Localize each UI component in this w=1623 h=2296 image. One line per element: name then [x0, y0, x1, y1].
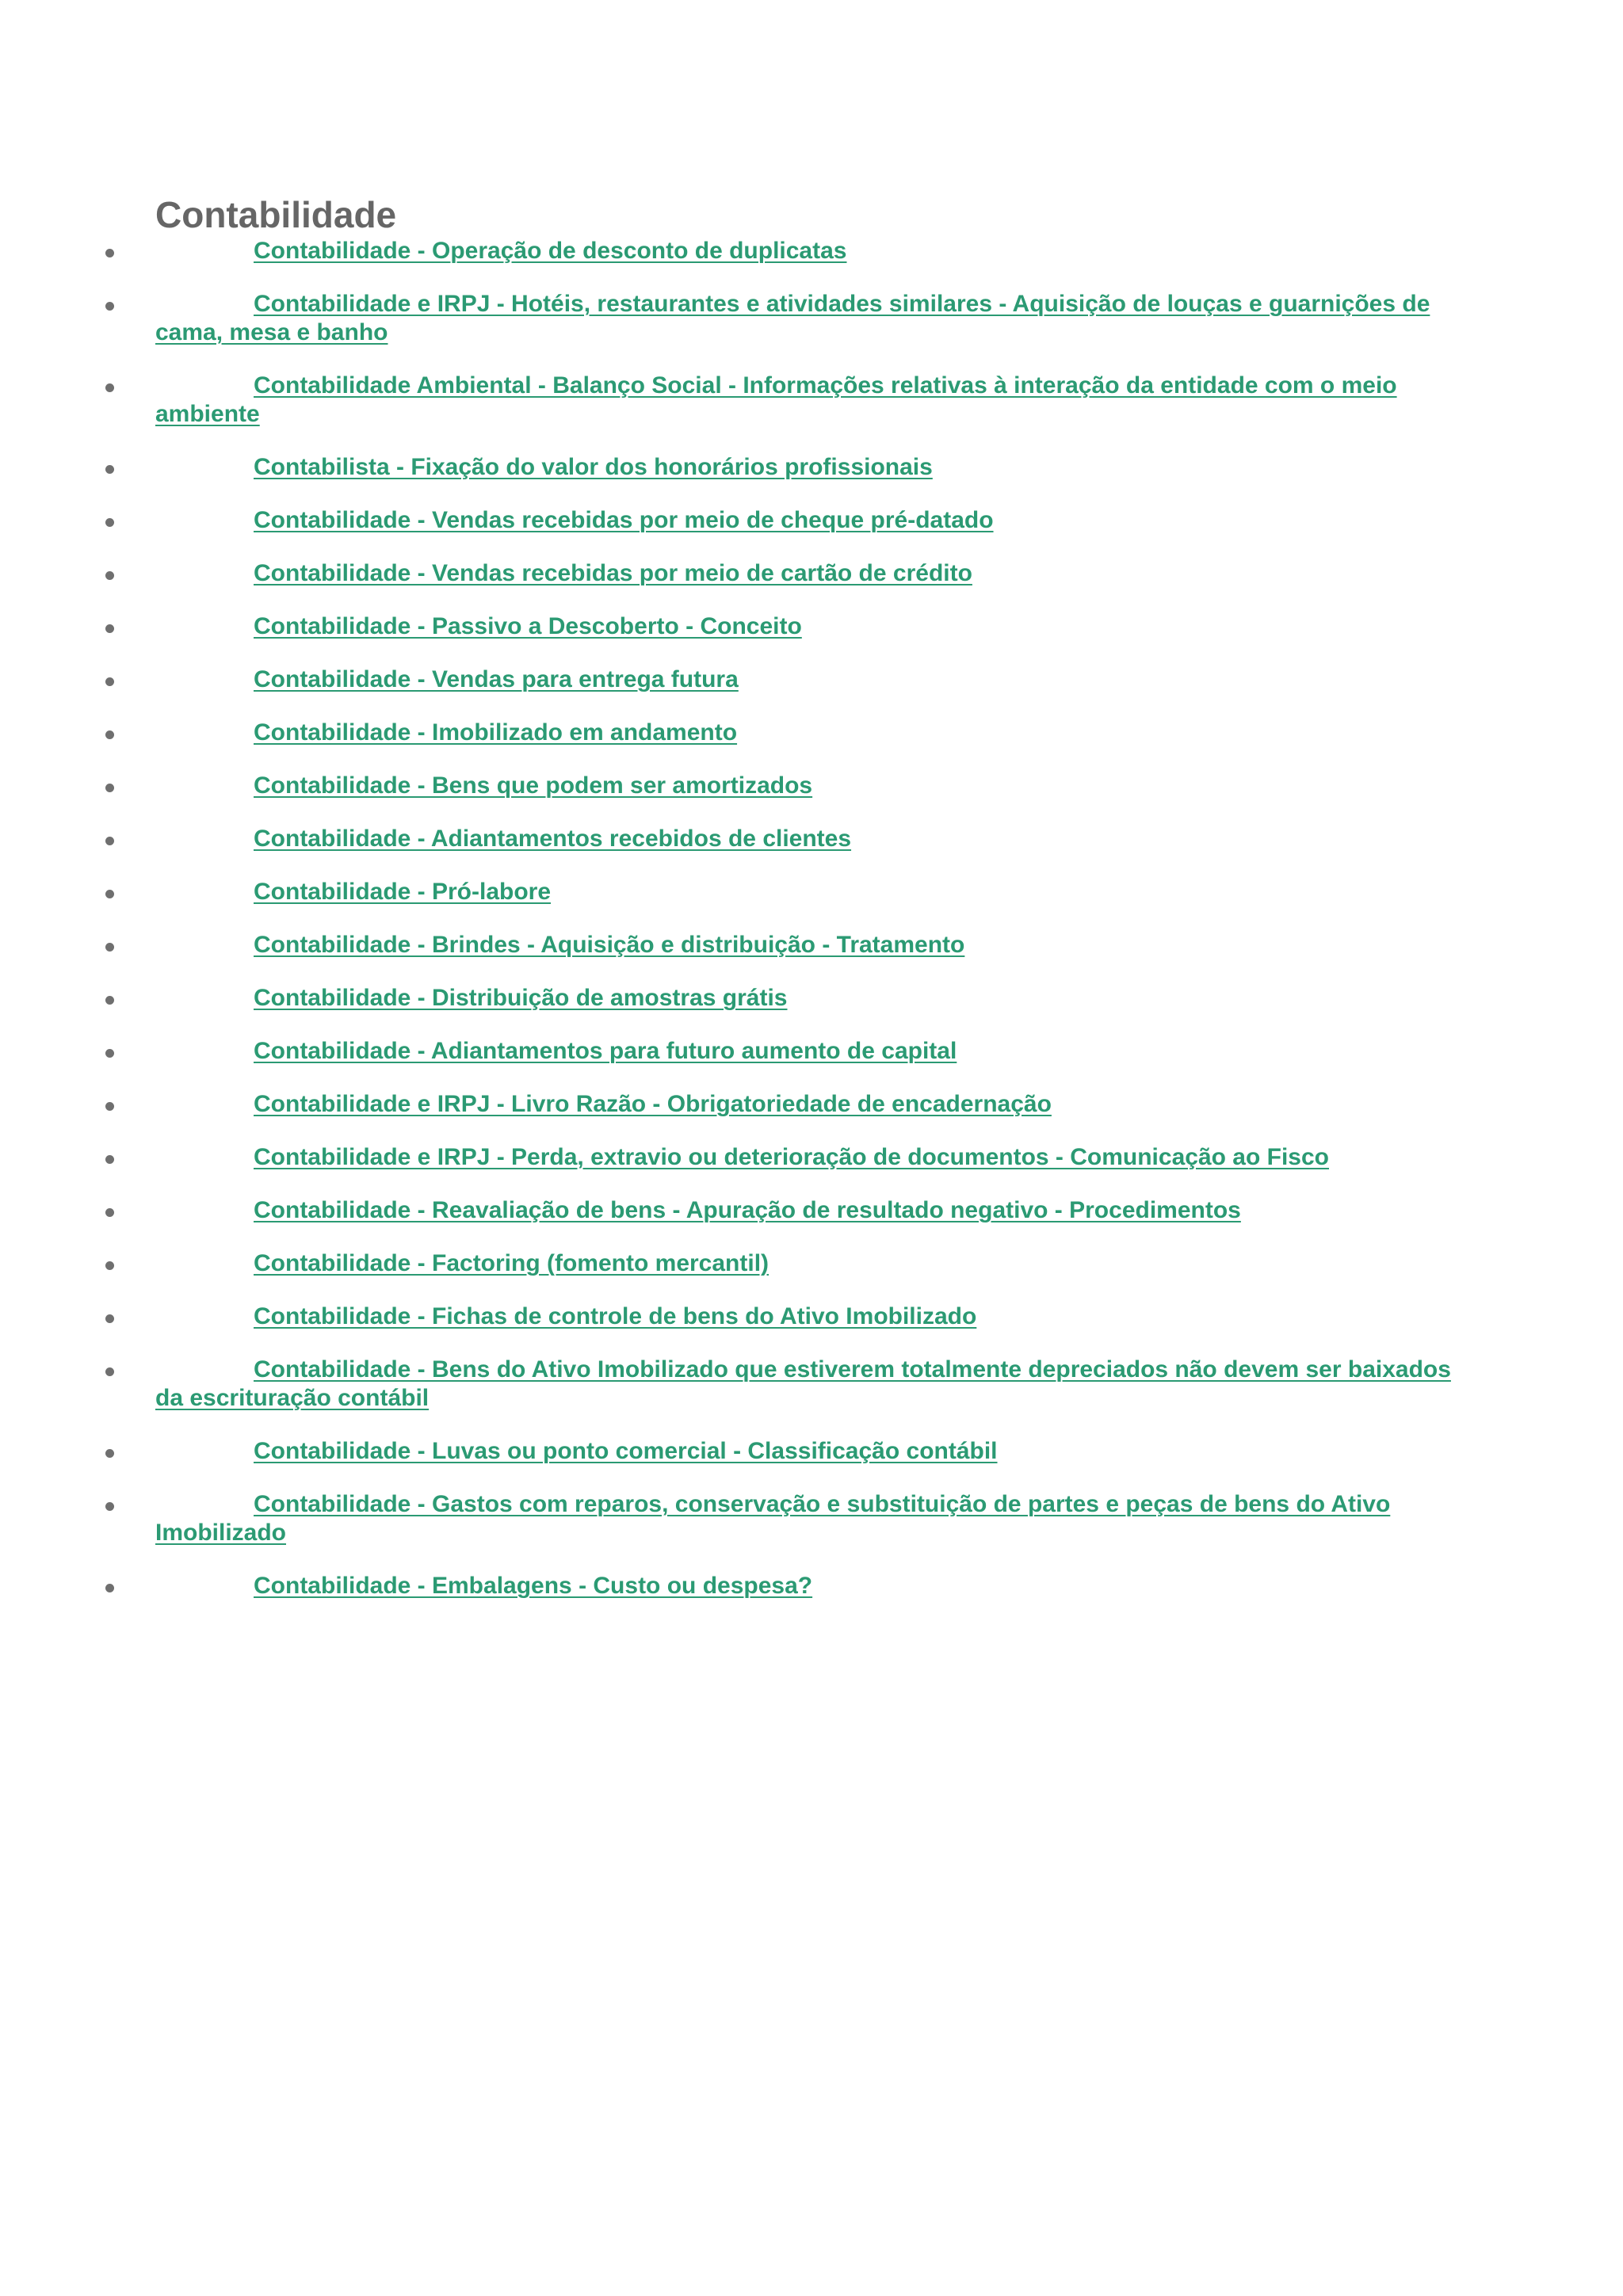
bullet-icon — [105, 1449, 114, 1458]
list-item — [155, 931, 1479, 959]
list-item — [155, 1249, 1479, 1278]
list-link[interactable]: Contabilidade - Vendas recebidas por meio de cheque pré-datado — [254, 507, 994, 533]
list-link[interactable]: Contabilidade Ambiental - Balanço Social - Informações relativas à interação da entidade com o meio ambiente — [155, 372, 1397, 427]
list-link[interactable]: Contabilidade - Embalagens - Custo ou despesa? — [254, 1573, 813, 1599]
bullet-icon — [105, 1314, 114, 1323]
list-item — [155, 237, 1479, 265]
list-item — [155, 506, 1479, 535]
list-link[interactable]: Contabilidade e IRPJ - Livro Razão - Obrigatoriedade de encadernação — [254, 1091, 1052, 1117]
bullet-icon — [105, 383, 114, 392]
list-item — [155, 666, 1479, 694]
list-item — [155, 1572, 1479, 1600]
list-item — [155, 453, 1479, 482]
bullet-icon — [105, 996, 114, 1005]
list-item — [155, 612, 1479, 641]
bullet-icon — [105, 249, 114, 257]
list-link[interactable]: Contabilidade - Adiantamentos recebidos de clientes — [254, 826, 852, 852]
bullet-icon — [105, 571, 114, 580]
bullet-icon — [105, 1208, 114, 1217]
list-link[interactable]: Contabilidade e IRPJ - Perda, extravio ou deterioração de documentos - Comunicação ao Fisco — [254, 1144, 1329, 1170]
list-link[interactable]: Contabilidade e IRPJ - Hotéis, restaurantes e atividades similares - Aquisição de louças e guarnições de cama, mesa e banho — [155, 291, 1430, 345]
bullet-icon — [105, 1584, 114, 1592]
bullet-icon — [105, 784, 114, 792]
list-link[interactable]: Contabilidade - Passivo a Descoberto - Conceito — [254, 613, 802, 639]
list-item — [155, 878, 1479, 906]
bullet-icon — [105, 1155, 114, 1164]
bullet-icon — [105, 518, 114, 527]
bullet-icon — [105, 1502, 114, 1511]
list-item — [155, 1302, 1479, 1331]
page-title: Contabilidade — [155, 194, 397, 235]
list-link[interactable]: Contabilidade - Vendas para entrega futura — [254, 666, 739, 692]
bullet-icon — [105, 943, 114, 952]
list-link[interactable]: Contabilidade - Pró-labore — [254, 879, 552, 905]
bullet-icon — [105, 1102, 114, 1111]
document-page — [155, 193, 1479, 1625]
list-item — [155, 1437, 1479, 1466]
list-item — [155, 290, 1479, 347]
list-link[interactable]: Contabilidade - Gastos com reparos, conservação e substituição de partes e peças de bens do Ativo Imobilizado — [155, 1491, 1391, 1546]
list-item — [155, 1356, 1479, 1413]
bullet-icon — [105, 302, 114, 311]
list-item — [155, 1143, 1479, 1172]
list-link[interactable]: Contabilidade - Operação de desconto de duplicatas — [254, 238, 847, 264]
bullet-icon — [105, 890, 114, 898]
bullet-icon — [105, 624, 114, 633]
list-link[interactable]: Contabilidade - Vendas recebidas por meio de cartão de crédito — [254, 560, 972, 586]
list-link[interactable]: Contabilidade - Adiantamentos para futuro aumento de capital — [254, 1038, 957, 1064]
list-item — [155, 825, 1479, 853]
list-link[interactable]: Contabilidade - Distribuição de amostras grátis — [254, 985, 788, 1011]
bullet-icon — [105, 1049, 114, 1058]
list-item — [155, 559, 1479, 588]
bullet-icon — [105, 677, 114, 686]
list-link[interactable]: Contabilidade - Reavaliação de bens - Apuração de resultado negativo - Procedimentos — [254, 1197, 1241, 1223]
bullet-icon — [105, 1261, 114, 1270]
list-item — [155, 1090, 1479, 1119]
list-item — [155, 984, 1479, 1013]
bullet-icon — [105, 837, 114, 845]
list-link[interactable]: Contabilidade - Bens do Ativo Imobilizado que estiverem totalmente depreciados não devem ser baixados da escrituração contábil — [155, 1356, 1451, 1411]
bullet-icon — [105, 730, 114, 739]
list-item — [155, 1196, 1479, 1225]
list-link[interactable]: Contabilidade - Brindes - Aquisição e distribuição - Tratamento — [254, 932, 965, 958]
list-link[interactable]: Contabilidade - Luvas ou ponto comercial - Classificação contábil — [254, 1438, 998, 1464]
list-link[interactable]: Contabilista - Fixação do valor dos honorários profissionais — [254, 454, 933, 480]
list-item — [155, 1490, 1479, 1547]
link-list — [155, 237, 1479, 1600]
list-item — [155, 1037, 1479, 1066]
list-item — [155, 772, 1479, 800]
list-link[interactable]: Contabilidade - Imobilizado em andamento — [254, 719, 738, 746]
list-item — [155, 719, 1479, 747]
list-link[interactable]: Contabilidade - Factoring (fomento mercantil) — [254, 1250, 769, 1276]
list-link[interactable]: Contabilidade - Fichas de controle de bens do Ativo Imobilizado — [254, 1303, 977, 1329]
bullet-icon — [105, 465, 114, 474]
list-link[interactable]: Contabilidade - Bens que podem ser amortizados — [254, 772, 813, 799]
list-item — [155, 372, 1479, 429]
bullet-icon — [105, 1367, 114, 1376]
